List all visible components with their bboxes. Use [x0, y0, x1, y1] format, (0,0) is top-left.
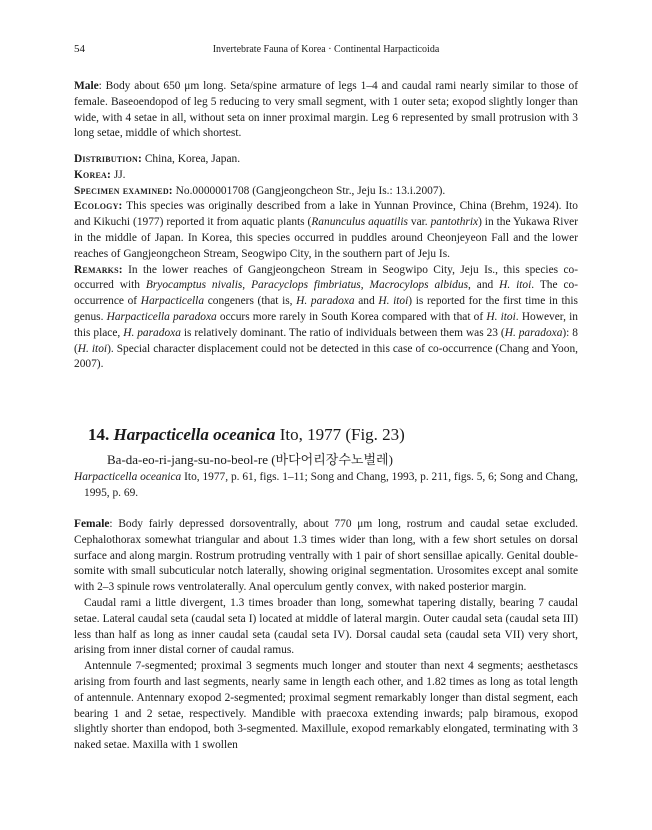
distribution-label: Distribution: — [74, 153, 142, 165]
records-block — [74, 152, 578, 373]
specimen-label: Specimen examined: — [74, 184, 173, 197]
antennule-paragraph: Antennule 7-segmented; proximal 3 segments much longer and stouter than next 4 segments; aesthetascs arising from fourth and last segments, nearly same in length each other, and 1.82 times as long as total length of antennule. Antennary exopod 2-segmented; proximal segment remarkably longer than distal segment, each bearing 1 and 2 setae, respectively. Mandible with praecoxa extending inwards; palp biramous, exopod slightly shorter than endopod, both 3-segmented. Maxillule, exopod remarkably elongated, terminating with 3 naked setae. Maxilla with 1 swollen — [74, 660, 578, 752]
page-header — [74, 43, 578, 59]
korea-label: Korea: — [74, 168, 111, 181]
description-block — [74, 517, 578, 754]
female-paragraph — [74, 517, 578, 596]
female-label: Female — [74, 518, 110, 530]
species-author: Ito, 1977 (Fig. 23) — [275, 425, 405, 444]
species-name: Harpacticella oceanica — [113, 425, 276, 444]
korea-text: JJ. — [110, 168, 126, 181]
species-heading — [88, 425, 405, 445]
korean-name: Ba-da-eo-ri-jang-su-no-beol-re (바다어리장수노벌레) — [107, 452, 393, 467]
male-paragraph — [74, 79, 578, 142]
ecology-paragraph: Ecology: This species was originally described from a lake in Yunnan Province, China (Brehm, 1924). Ito and Kikuchi (1977) reported it from aquatic plants (Ranunculus aquatilis var. pantothrix) in the Yukawa River in the middle of Japan. In Korea, this species occurred in puddles around Cheonjeyeon Fall and the lower reaches of Gangjeongcheon Stream, Seogwipo City, in the southern part of Jeju Is. — [74, 200, 578, 260]
page-number: 54 — [74, 43, 85, 55]
running-title: Invertebrate Fauna of Korea · Continental Harpacticoida — [212, 44, 440, 55]
specimen-text: No.0000001708 (Gangjeongcheon Str., Jeju Is.: 13.i.2007). — [172, 184, 446, 197]
distribution-text: China, Korea, Japan. — [141, 153, 241, 165]
male-label: Male — [74, 80, 99, 92]
male-text: : Body about 650 μm long. Seta/spine armature of legs 1–4 and caudal rami nearly similar to those of female. Baseoendopod of leg 5 reducing to very small segment, with 1 outer seta; exopod slightly longer than wide, with 4 setae in all, without seta on inner proximal margin. Leg 6 represented by small protrusion with 3 long setae, middle of which shortest. — [74, 80, 578, 140]
species-number: 14. — [88, 425, 110, 444]
caudal-paragraph: Caudal rami a little divergent, 1.3 times broader than long, somewhat tapering distally, bearing 7 caudal setae. Lateral caudal seta (caudal seta I) located at middle of lateral margin. Outer caudal seta (caudal seta III) less than half as long as inner caudal seta (caudal seta IV). Dorsal caudal seta (caudal seta VII) very short, arising from inner distal corner of caudal ramus. — [74, 596, 578, 657]
remarks-paragraph: Remarks: In the lower reaches of Gangjeongcheon Stream in Seogwipo City, Jeju Is., this species co-occurred with Bryocamptus nivalis, Paracyclops fimbriatus, Macrocylops albidus, and H. itoi. The co-occurrence of Harpacticella congeners (that is, H. paradoxa and H. itoi) is reported for the first time in this genus. Harpacticella paradoxa occurs more rarely in South Korea compared with that of H. itoi. However, in this place, H. paradoxa is relatively dominant. The ratio of individuals between them was 23 (H. paradoxa): 8 (H. itoi). Special character displacement could not be detected in this case of co-occurrence (Chang and Yoon, 2007). — [74, 263, 579, 371]
female-text: : Body fairly depressed dorsoventrally, about 770 μm long, rostrum and caudal setae excluded. Cephalothorax somewhat triangular and about 1.3 times wider than long, with a few short setules on dorsal surface and along margin. Rostrum protruding ventrally with 1 pair of short sensillae apically. Genital double-somite with small subcuticular notch laterally, showing original segmentation. Urosomites except anal somite with 2–3 spinule rows ventrolaterally. Anal operculum gently convex, with naked posterior margin. — [74, 518, 578, 594]
synonymy: Harpacticella oceanica Ito, 1977, p. 61, figs. 1–11; Song and Chang, 1993, p. 211, figs. 5, 6; Song and Chang, 1995, p. 69. — [74, 471, 578, 499]
